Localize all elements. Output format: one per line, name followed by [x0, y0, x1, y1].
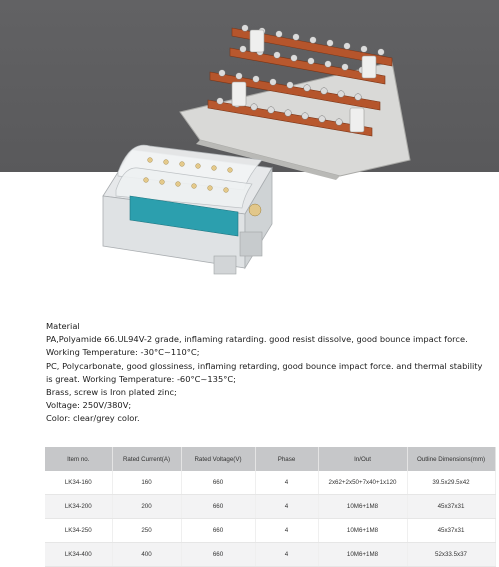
- cell-item-no: LK34-200: [45, 495, 112, 519]
- spec-table: [45, 447, 496, 567]
- cell-rated-voltage: 660: [181, 471, 255, 495]
- col-header-rated-current: Rated Current(A): [112, 447, 181, 471]
- cell-outline-dimensions: 39.5x29.5x42: [407, 471, 495, 495]
- cell-in-out: 10M6+1M8: [318, 543, 407, 567]
- material-line: Brass, screw is Iron plated zinc;: [46, 387, 177, 398]
- material-line: PA,Polyamide 66.UL94V-2 grade, inflaming ratarding. good resist dissolve, good bounce impact force. Working Temperature: -30°C~110°C;: [46, 334, 468, 358]
- cell-in-out: 10M6+1M8: [318, 495, 407, 519]
- table-row: [45, 519, 495, 543]
- cell-in-out: 10M6+1M8: [318, 519, 407, 543]
- cell-in-out: 2x62+2x50+7x40+1x120: [318, 471, 407, 495]
- col-header-item-no: Item no.: [45, 447, 112, 471]
- cell-phase: 4: [255, 471, 318, 495]
- table-header-row: [45, 447, 495, 471]
- cell-rated-current: 200: [112, 495, 181, 519]
- col-header-in-out: In/Out: [318, 447, 407, 471]
- col-header-outline-dimensions: Outline Dimensions(mm): [407, 447, 495, 471]
- cell-rated-voltage: 660: [181, 543, 255, 567]
- cell-rated-current: 250: [112, 519, 181, 543]
- cell-item-no: LK34-250: [45, 519, 112, 543]
- cell-phase: 4: [255, 495, 318, 519]
- material-line: PC, Polycarbonate, good glossiness, inflaming retarding, good bounce impact force. and thermal stability is great. Working Temperature: -60°C~135°C;: [46, 360, 483, 384]
- material-line: Voltage: 250V/380V;: [46, 400, 132, 411]
- cell-phase: 4: [255, 543, 318, 567]
- table-row: [45, 495, 495, 519]
- cell-rated-voltage: 660: [181, 519, 255, 543]
- cell-phase: 4: [255, 519, 318, 543]
- cell-rated-current: 400: [112, 543, 181, 567]
- material-heading: Material: [46, 321, 80, 331]
- table-row: [45, 471, 495, 495]
- cell-outline-dimensions: 45x37x31: [407, 495, 495, 519]
- col-header-phase: Phase: [255, 447, 318, 471]
- col-header-rated-voltage: Rated Voltage(V): [181, 447, 255, 471]
- cell-outline-dimensions: 45x37x31: [407, 519, 495, 543]
- material-line: Color: clear/grey color.: [46, 413, 140, 424]
- cell-outline-dimensions: 52x33.5x37: [407, 543, 495, 567]
- cell-rated-current: 160: [112, 471, 181, 495]
- cell-item-no: LK34-160: [45, 471, 112, 495]
- terminal-block: [103, 145, 272, 274]
- cell-rated-voltage: 660: [181, 495, 255, 519]
- cell-item-no: LK34-400: [45, 543, 112, 567]
- material-description: [46, 320, 486, 426]
